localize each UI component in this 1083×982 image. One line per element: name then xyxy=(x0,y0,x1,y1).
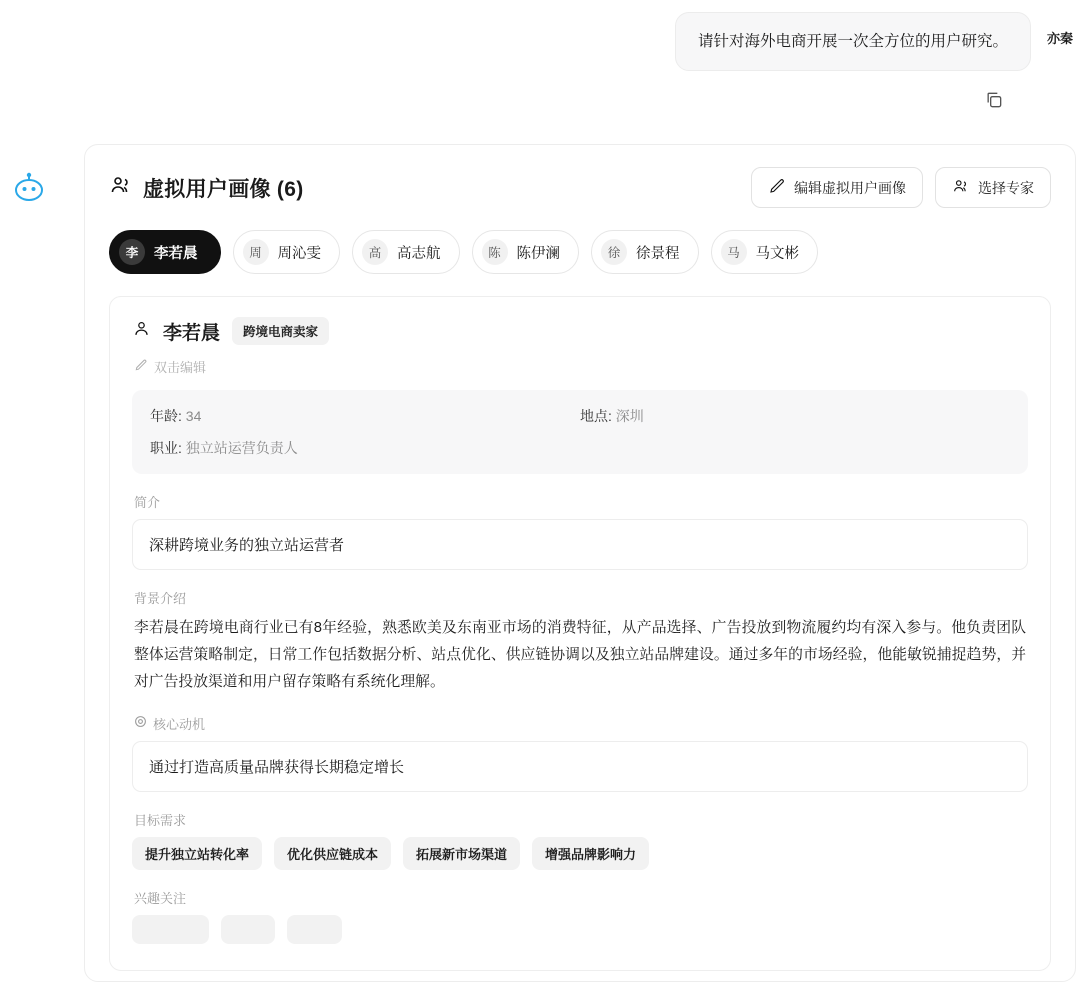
goals-section-label: 目标需求 xyxy=(134,812,187,828)
persona-detail-header xyxy=(132,317,1028,345)
motivation-label-text: 核心动机 xyxy=(153,716,206,732)
goal-tag[interactable]: 拓展新市场渠道 xyxy=(403,837,520,870)
background-text: 李若晨在跨境电商行业已有8年经验，熟悉欧美及东南亚市场的消费特征，从产品选择、广告投放到物流履约均有深入参与。他负责团队整体运营策略制定，日常工作包括数据分析、站点优化、供应链协调以及独立站品牌建设。通过多年的市场经验，他能敏锐捕捉趋势，并对广告投放渠道和用户留存策略有系统化理解。 xyxy=(134,620,1026,690)
persona-card-title-wrap xyxy=(109,173,304,203)
user-message-bubble: 请针对海外电商开展一次全方位的用户研究。 xyxy=(675,12,1031,71)
background-section-label: 背景介绍 xyxy=(134,591,187,606)
edit-personas-label: 编辑虚拟用户画像 xyxy=(794,179,906,196)
page-title: 虚拟用户画像 (6) xyxy=(143,177,304,201)
persona-chip-list xyxy=(109,230,1051,274)
persona-chip-5[interactable] xyxy=(711,230,819,274)
select-expert-button[interactable] xyxy=(935,167,1051,208)
persona-job-value: 独立站运营负责人 xyxy=(185,440,298,456)
persona-age-value: 34 xyxy=(185,408,202,424)
user-message-row xyxy=(0,0,1083,71)
persona-job xyxy=(150,438,580,458)
persona-chip-label: 高志航 xyxy=(397,245,441,262)
double-click-edit-hint xyxy=(134,357,1028,376)
interests-section-label: 兴趣关注 xyxy=(134,890,187,906)
interests-tag-list xyxy=(132,915,1028,944)
assistant-avatar-icon xyxy=(10,168,48,206)
edit-personas-button[interactable] xyxy=(751,167,923,208)
persona-chip-label: 陈伊澜 xyxy=(516,245,560,262)
persona-location-label: 地点: xyxy=(580,408,612,424)
persona-detail-panel xyxy=(109,296,1051,971)
persona-name: 李若晨 xyxy=(163,322,221,344)
person-icon xyxy=(132,319,151,343)
persona-chip-label: 徐景程 xyxy=(636,245,680,262)
motivation-section-label xyxy=(134,714,1028,733)
persona-initial: 李 xyxy=(119,239,145,265)
persona-chip-2[interactable] xyxy=(352,230,460,274)
persona-chip-label: 李若晨 xyxy=(154,245,198,262)
persona-meta-box xyxy=(132,390,1028,474)
persona-location xyxy=(580,406,1010,426)
persona-chip-3[interactable] xyxy=(472,230,580,274)
select-expert-label: 选择专家 xyxy=(978,179,1034,196)
goal-tag[interactable]: 增强品牌影响力 xyxy=(532,837,649,870)
copy-icon[interactable] xyxy=(981,87,1007,113)
pencil-icon xyxy=(134,358,148,375)
persona-initial: 徐 xyxy=(601,239,627,265)
interest-tag[interactable] xyxy=(287,915,342,944)
persona-card-header xyxy=(109,167,1051,208)
double-click-edit-label: 双击编辑 xyxy=(154,360,207,375)
persona-initial: 高 xyxy=(362,239,388,265)
pencil-icon xyxy=(768,177,786,198)
intro-field[interactable]: 深耕跨境业务的独立站运营者 xyxy=(132,519,1028,570)
persona-card-actions xyxy=(751,167,1051,208)
goal-tag[interactable]: 提升独立站转化率 xyxy=(132,837,262,870)
users-icon xyxy=(109,173,133,202)
message-actions xyxy=(0,87,1083,113)
persona-job-label: 职业: xyxy=(150,440,182,456)
persona-initial: 周 xyxy=(243,239,269,265)
persona-chip-label: 马文彬 xyxy=(755,245,799,262)
goal-tag[interactable]: 优化供应链成本 xyxy=(274,837,391,870)
people-icon xyxy=(952,177,970,198)
persona-chip-4[interactable] xyxy=(591,230,699,274)
persona-chip-label: 周沁雯 xyxy=(277,245,321,262)
user-display-name: 亦秦 xyxy=(1046,31,1073,46)
persona-initial: 马 xyxy=(721,239,747,265)
persona-age xyxy=(150,406,580,426)
persona-role-badge: 跨境电商卖家 xyxy=(232,317,329,345)
goals-tag-list xyxy=(132,837,1028,870)
motivation-field[interactable]: 通过打造高质量品牌获得长期稳定增长 xyxy=(132,741,1028,792)
persona-card xyxy=(84,144,1076,982)
persona-age-label: 年龄: xyxy=(150,408,182,424)
persona-initial: 陈 xyxy=(482,239,508,265)
interest-tag[interactable] xyxy=(132,915,209,944)
persona-chip-0[interactable] xyxy=(109,230,221,274)
interest-tag[interactable] xyxy=(221,915,276,944)
persona-chip-1[interactable] xyxy=(233,230,341,274)
intro-section-label: 简介 xyxy=(134,495,161,510)
target-icon xyxy=(134,715,147,731)
persona-location-value: 深圳 xyxy=(615,408,644,424)
